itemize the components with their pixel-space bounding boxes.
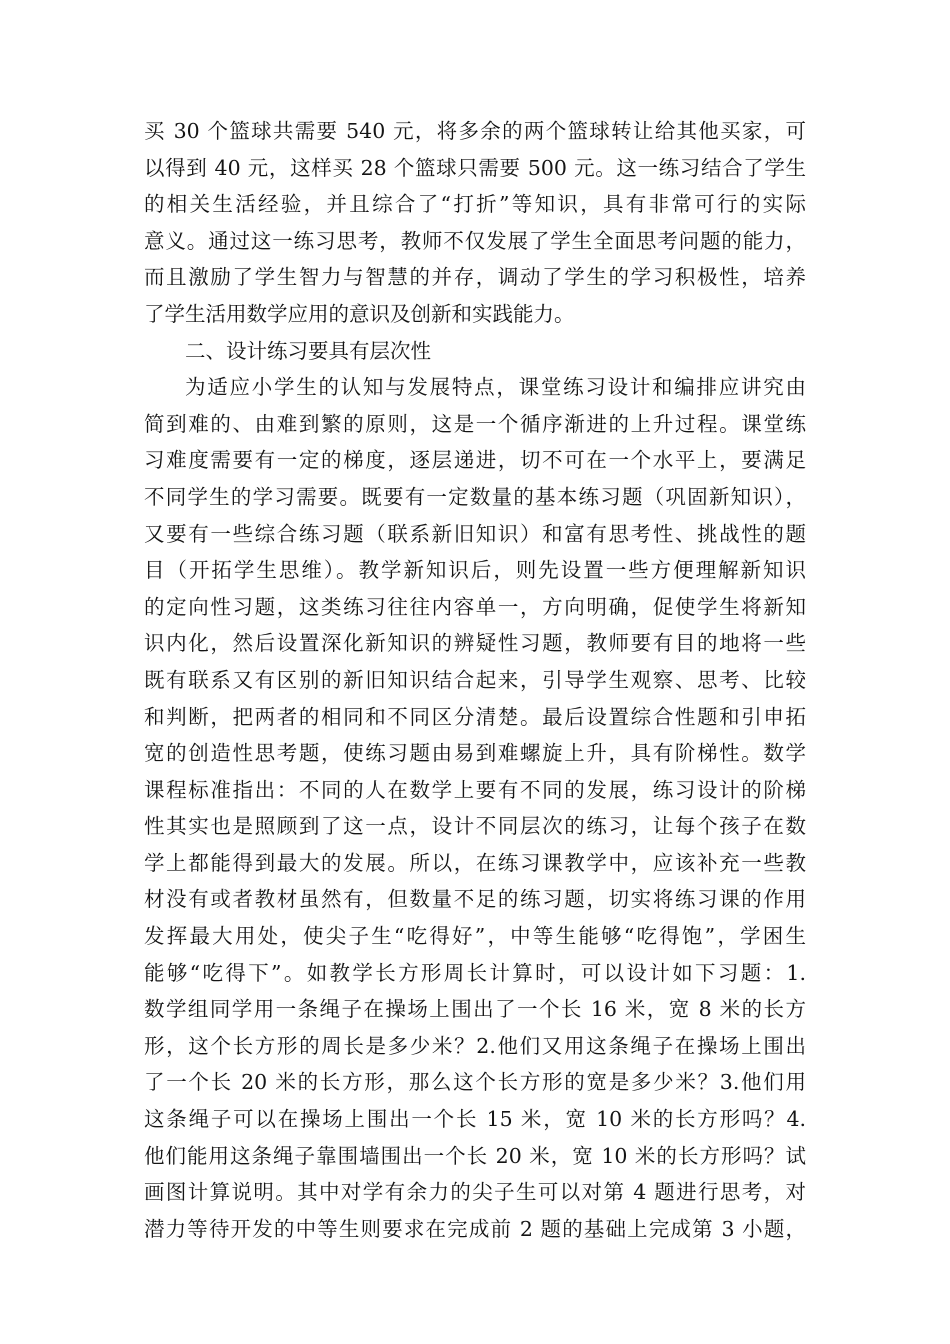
text-line: 和判断，把两者的相同和不同区分清楚。最后设置综合性题和引申拓 (144, 704, 806, 729)
text-line: 宽的创造性思考题，使练习题由易到难螺旋上升，具有阶梯性。数学 (144, 741, 806, 766)
text-line: 目（开拓学生思维）。教学新知识后，则先设置一些方便理解新知识 (144, 558, 806, 583)
text-line: 学上都能得到最大的发展。所以，在练习课教学中，应该补充一些教 (144, 850, 806, 875)
text-line: 了学生活用数学应用的意识及创新和实践能力。 (144, 301, 575, 326)
document-body (144, 113, 806, 1247)
text-line: 既有联系又有区别的新旧知识结合起来，引导学生观察、思考、比较 (144, 667, 806, 692)
text-line: 识内化，然后设置深化新知识的辨疑性习题，教师要有目的地将一些 (144, 631, 806, 656)
text-line: 意义。通过这一练习思考，教师不仅发展了学生全面思考问题的能力， (144, 228, 806, 253)
text-line: 发挥最大用处，使尖子生“吃得好”，中等生能够“吃得饱”，学困生 (144, 924, 806, 949)
text-line: 性其实也是照顾到了这一点，设计不同层次的练习，让每个孩子在数 (144, 814, 806, 839)
text-line: 的相关生活经验，并且综合了“打折”等知识，具有非常可行的实际 (144, 192, 806, 217)
text-line: 了一个长 20 米的长方形，那么这个长方形的宽是多少米？3.他们用 (144, 1070, 806, 1095)
text-line: 习难度需要有一定的梯度，逐层递进，切不可在一个水平上，要满足 (144, 448, 806, 473)
paragraph-1 (144, 113, 806, 333)
section-heading: 二、设计练习要具有层次性 (185, 338, 431, 363)
text-line: 简到难的、由难到繁的原则，这是一个循序渐进的上升过程。课堂练 (144, 411, 806, 436)
text-line: 这条绳子可以在操场上围出一个长 15 米，宽 10 米的长方形吗？4. (144, 1107, 806, 1132)
text-line: 数学组同学用一条绳子在操场上围出了一个长 16 米，宽 8 米的长方 (144, 997, 806, 1022)
text-line: 的定向性习题，这类练习往往内容单一，方向明确，促使学生将新知 (144, 594, 806, 619)
paragraph-2 (144, 369, 806, 1247)
text-line: 画图计算说明。其中对学有余力的尖子生可以对第 4 题进行思考，对 (144, 1180, 806, 1205)
text-line: 材没有或者教材虽然有，但数量不足的练习题，切实将练习课的作用 (144, 887, 806, 912)
text-line: 他们能用这条绳子靠围墙围出一个长 20 米，宽 10 米的长方形吗？试 (144, 1143, 806, 1168)
text-line: 课程标准指出：不同的人在数学上要有不同的发展，练习设计的阶梯 (144, 777, 806, 802)
text-line: 形，这个长方形的周长是多少米？2.他们又用这条绳子在操场上围出 (144, 1033, 806, 1058)
text-line: 买 30 个篮球共需要 540 元，将多余的两个篮球转让给其他买家，可 (144, 119, 806, 143)
text-line: 以得到 40 元，这样买 28 个篮球只需要 500 元。这一练习结合了学生 (144, 155, 806, 180)
text-line: 而且激励了学生智力与智慧的并存，调动了学生的学习积极性，培养 (144, 265, 806, 290)
text-line: 又要有一些综合练习题（联系新旧知识）和富有思考性、挑战性的题 (144, 521, 806, 546)
text-line: 能够“吃得下”。如教学长方形周长计算时，可以设计如下习题：1. (144, 960, 806, 985)
text-line: 潜力等待开发的中等生则要求在完成前 2 题的基础上完成第 3 小题， (144, 1216, 806, 1241)
text-line: 为适应小学生的认知与发展特点，课堂练习设计和编排应讲究由 (185, 375, 806, 400)
text-line: 不同学生的学习需要。既要有一定数量的基本练习题（巩固新知识）， (144, 484, 806, 509)
